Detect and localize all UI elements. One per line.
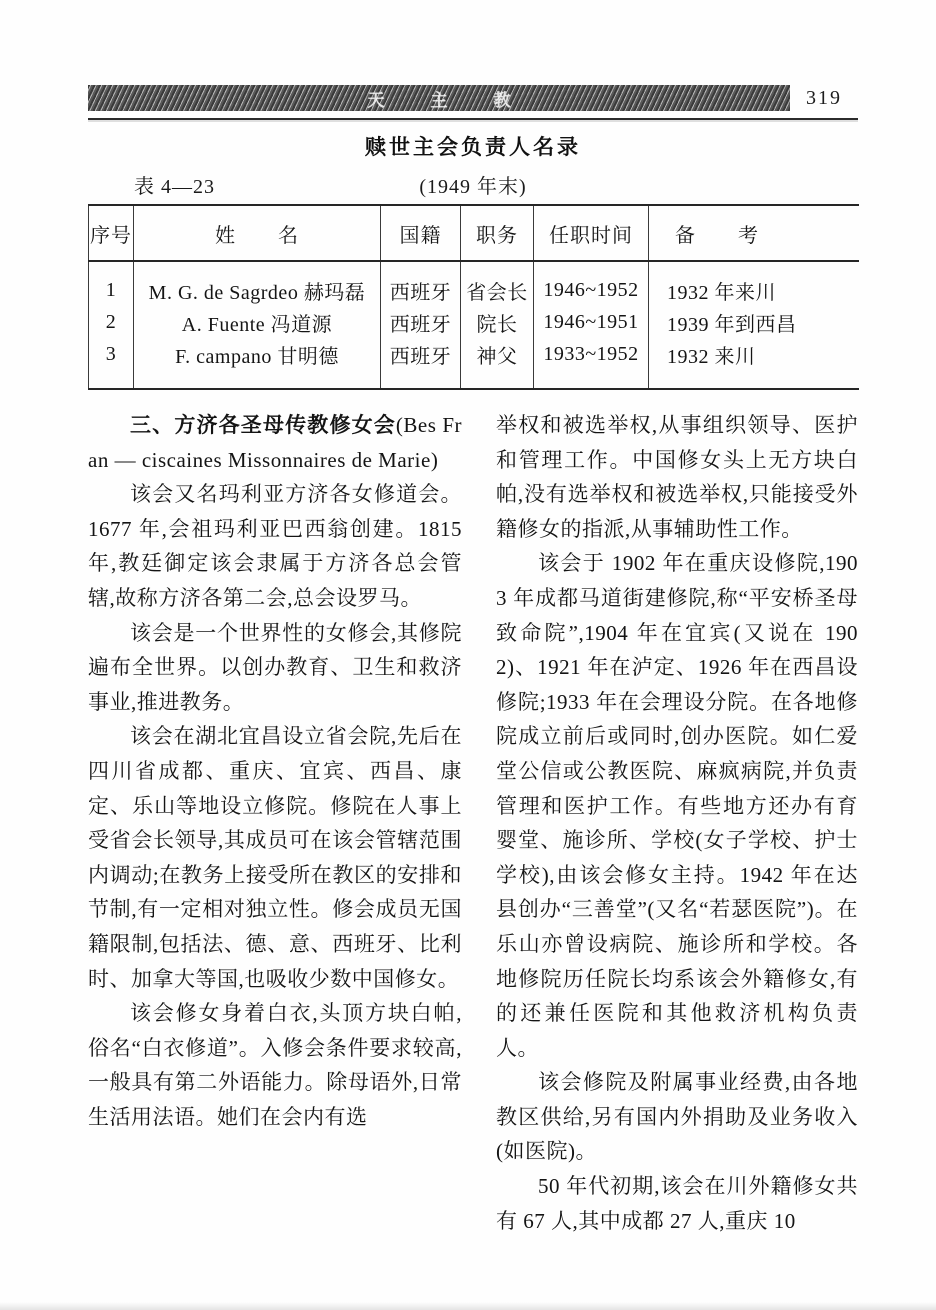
paragraph: 该会修院及附属事业经费,由各地教区供给,另有国内外捐助及业务收入(如医院)。 <box>496 1070 858 1164</box>
section-heading <box>88 408 462 477</box>
paragraph: 该会又名玛利亚方济各女修道会。1677 年,会祖玛利亚巴西翁创建。1815 年,教廷御定该会隶属于方济各总会管辖,故称方济各第二会,总会设罗马。 <box>88 482 462 610</box>
table-header-row <box>89 205 859 261</box>
header-rule <box>88 118 858 120</box>
cell-name: F. campano 甘明德 <box>134 338 381 389</box>
paragraph-continuation: 举权和被选举权,从事组织领导、医护和管理工作。中国修女头上无方块白帕,没有选举权和被选举权,只能接受外籍修女的指派,从事辅助性工作。 <box>496 413 858 541</box>
cell-note: 1939 年到西昌 <box>649 306 859 338</box>
cell-note: 1932 来川 <box>649 338 859 389</box>
leaders-directory-table <box>88 204 859 390</box>
cell-no: 3 <box>89 338 134 389</box>
cell-position: 神父 <box>461 338 534 389</box>
col-header-tenure: 任职时间 <box>534 205 649 261</box>
col-header-no: 序号 <box>89 205 134 261</box>
cell-name: A. Fuente 冯道源 <box>134 306 381 338</box>
cell-position: 院长 <box>461 306 534 338</box>
cell-no: 1 <box>89 261 134 306</box>
col-header-nationality: 国籍 <box>381 205 461 261</box>
body-left-column <box>88 408 462 1134</box>
cell-tenure: 1946~1951 <box>534 306 649 338</box>
table-caption <box>88 170 858 196</box>
cell-tenure: 1933~1952 <box>534 338 649 389</box>
page-number: 319 <box>806 87 842 109</box>
col-header-note: 备 考 <box>649 205 859 261</box>
cell-nationality: 西班牙 <box>381 261 461 306</box>
cell-tenure: 1946~1952 <box>534 261 649 306</box>
table-caption-period: (1949 年末) <box>419 176 527 198</box>
masthead-bar <box>88 85 790 111</box>
paragraph: 该会是一个世界性的女修会,其修院遍布全世界。以创办教育、卫生和救济事业,推进教务。 <box>88 620 462 714</box>
cell-position: 省会长 <box>461 261 534 306</box>
cell-note: 1932 年来川 <box>649 261 859 306</box>
paragraph: 该会修女身着白衣,头顶方块白帕,俗名“白衣修道”。入修会条件要求较高,一般具有第二外语能力。除母语外,日常生活用法语。她们在会内有选 <box>88 1001 462 1129</box>
cell-nationality: 西班牙 <box>381 338 461 389</box>
table-row <box>89 306 859 338</box>
body-right-column <box>496 408 858 1238</box>
paragraph: 该会在湖北宜昌设立省会院,先后在四川省成都、重庆、宜宾、西昌、康定、乐山等地设立修院。修院在人事上受省会长领导,其成员可在该会管辖范围内调动;在教务上接受所在教区的安排和节制,有一定相对独立性。修会成员无国籍限制,包括法、德、意、西班牙、比利时、加拿大等国,也吸收少数中国修女。 <box>88 724 462 991</box>
paragraph: 该会于 1902 年在重庆设修院,1903 年成都马道街建修院,称“平安桥圣母致命院”,1904 年在宜宾(又说在 1902)、1921 年在泸定、1926 年在西昌设修院;1933 年在会理设分院。在各地修院成立前后或同时,创办医院。如仁爱堂公信或公教医院、麻疯病院,并负责管理和医护工作。有些地方还办有育婴堂、施诊所、学校(女子学校、护士学校),由该会修女主持。1942 年在达县创办“三善堂”(又名“若瑟医院”)。在乐山亦曾设病院、施诊所和学校。各地修院历任院长均系该会外籍修女,有的还兼任医院和其他救济机构负责人。 <box>496 551 858 1060</box>
cell-no: 2 <box>89 306 134 338</box>
masthead-title: 天主教 <box>367 90 557 110</box>
cell-nationality: 西班牙 <box>381 306 461 338</box>
section-heading-latin: (Bes Fran — ciscaines Missonnaires de Marie) <box>88 413 462 472</box>
paragraph: 50 年代初期,该会在川外籍修女共有 67 人,其中成都 27 人,重庆 10 <box>496 1174 858 1233</box>
table-title: 赎世主会负责人名录 <box>365 135 581 159</box>
table-caption-label: 表 4—23 <box>134 176 215 198</box>
col-header-name: 姓 名 <box>134 205 381 261</box>
col-header-position: 职务 <box>461 205 534 261</box>
cell-name: M. G. de Sagrdeo 赫玛磊 <box>134 261 381 306</box>
table-row <box>89 338 859 389</box>
table-row <box>89 261 859 306</box>
section-heading-cn: 三、方济各圣母传教修女会 <box>130 413 396 437</box>
